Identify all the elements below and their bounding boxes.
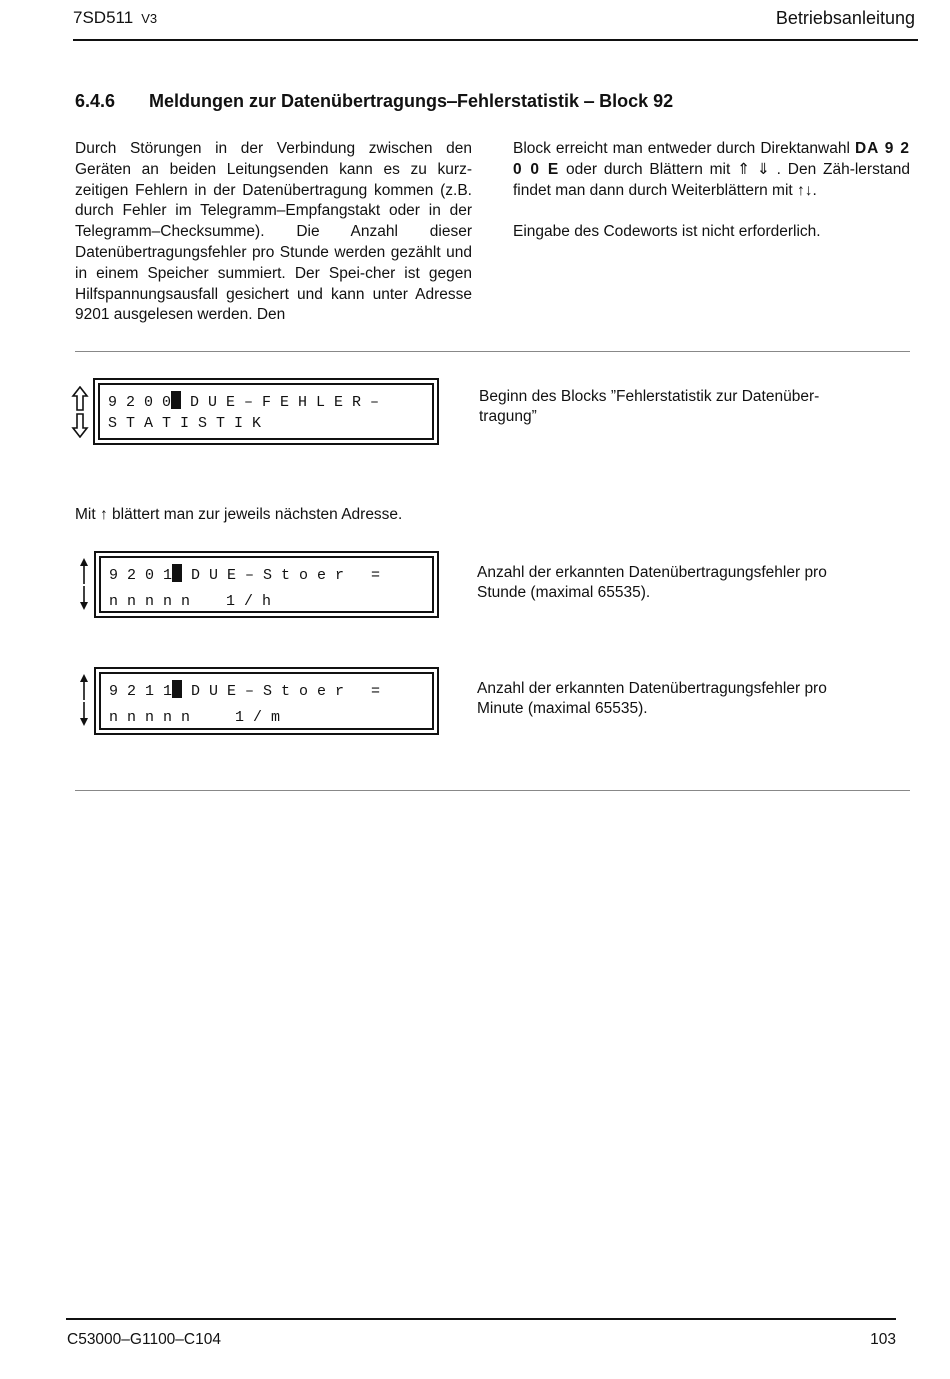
scroll-note: Mit ↑ blättert man zur jeweils nächsten Adresse.: [75, 506, 403, 523]
lcd-cursor: [171, 391, 181, 409]
order-number: C53000‒G1100‒C104: [67, 1331, 221, 1348]
lcd-address: 9 2 1 1: [109, 683, 173, 700]
page-number: 103: [870, 1331, 896, 1348]
lcd-display-9211: [94, 667, 439, 735]
section-number: 6.4.6: [75, 91, 116, 111]
header-rule: [73, 39, 918, 41]
lcd-line2: n n n n n 1 / h: [109, 593, 272, 610]
doc-version: V3: [141, 11, 158, 26]
lcd-line2: S T A T I S T I K: [108, 415, 262, 432]
intro-col2-text-1: Block erreicht man entweder durch Direktanwahl: [513, 140, 850, 157]
lcd-cursor: [172, 564, 182, 582]
arrow-up-down-icon: [78, 674, 90, 726]
intro-column-1: Durch Störungen in der Verbindung zwischen den Geräten an beiden Leitungsenden kann es zu kurz-zeitigen Fehlern in der Datenübertragung kommen (z.B. durch Fehler im Telegramm‒Empfangstakt oder in der Telegramm‒Checksumme). Die Anzahl dieser Datenübertragungsfehler pro Stunde werden gezählt und in einem Speicher summiert. Der Spei-cher ist gegen Hilfspannungsausfall gesichert und kann unter Adresse 9201 ausgelesen werden. Den: [75, 140, 472, 324]
intro-column-2: [513, 139, 910, 243]
direct-select-code: DA 9 2 0 0 E: [513, 140, 911, 178]
lcd-cursor: [172, 680, 182, 698]
display-description: Beginn des Blocks ”Fehlerstatistik zur Datenüber-tragung”: [479, 388, 820, 425]
display-description: Anzahl der erkannten Datenübertragungsfehler pro Minute (maximal 65535).: [477, 680, 827, 717]
lcd-line1: D U E ‒ S t o e r =: [182, 683, 381, 700]
lcd-display-9200: [93, 378, 439, 445]
intro-col2-text-2: oder durch Blättern mit ⇑ ⇓ . Den Zäh-lerstand findet man dann durch Weiterblättern mit ↑↓.: [513, 160, 910, 199]
section-title: Meldungen zur Datenübertragungs‒Fehlerstatistik ‒ Block 92: [149, 91, 674, 111]
display-description: Anzahl der erkannten Datenübertragungsfehler pro Stunde (maximal 65535).: [477, 564, 827, 601]
divider-top: [75, 351, 910, 352]
lcd-line2: n n n n n 1 / m: [109, 709, 281, 726]
lcd-display-9201: [94, 551, 439, 618]
footer-rule: [66, 1318, 896, 1320]
arrow-up-down-icon: [78, 558, 90, 610]
header-title: Betriebsanleitung: [775, 8, 915, 28]
lcd-line1: D U E ‒ S t o e r =: [182, 567, 381, 584]
lcd-address: 9 2 0 0: [108, 394, 172, 411]
doc-id: 7SD511 V3: [73, 8, 158, 27]
codeword-note: Eingabe des Codeworts ist nicht erforderlich.: [513, 223, 821, 241]
double-arrow-up-down-icon: [71, 386, 89, 438]
lcd-address: 9 2 0 1: [109, 567, 173, 584]
lcd-line1: D U E ‒ F E H L E R ‒: [181, 394, 380, 411]
divider-bottom: [75, 790, 910, 791]
